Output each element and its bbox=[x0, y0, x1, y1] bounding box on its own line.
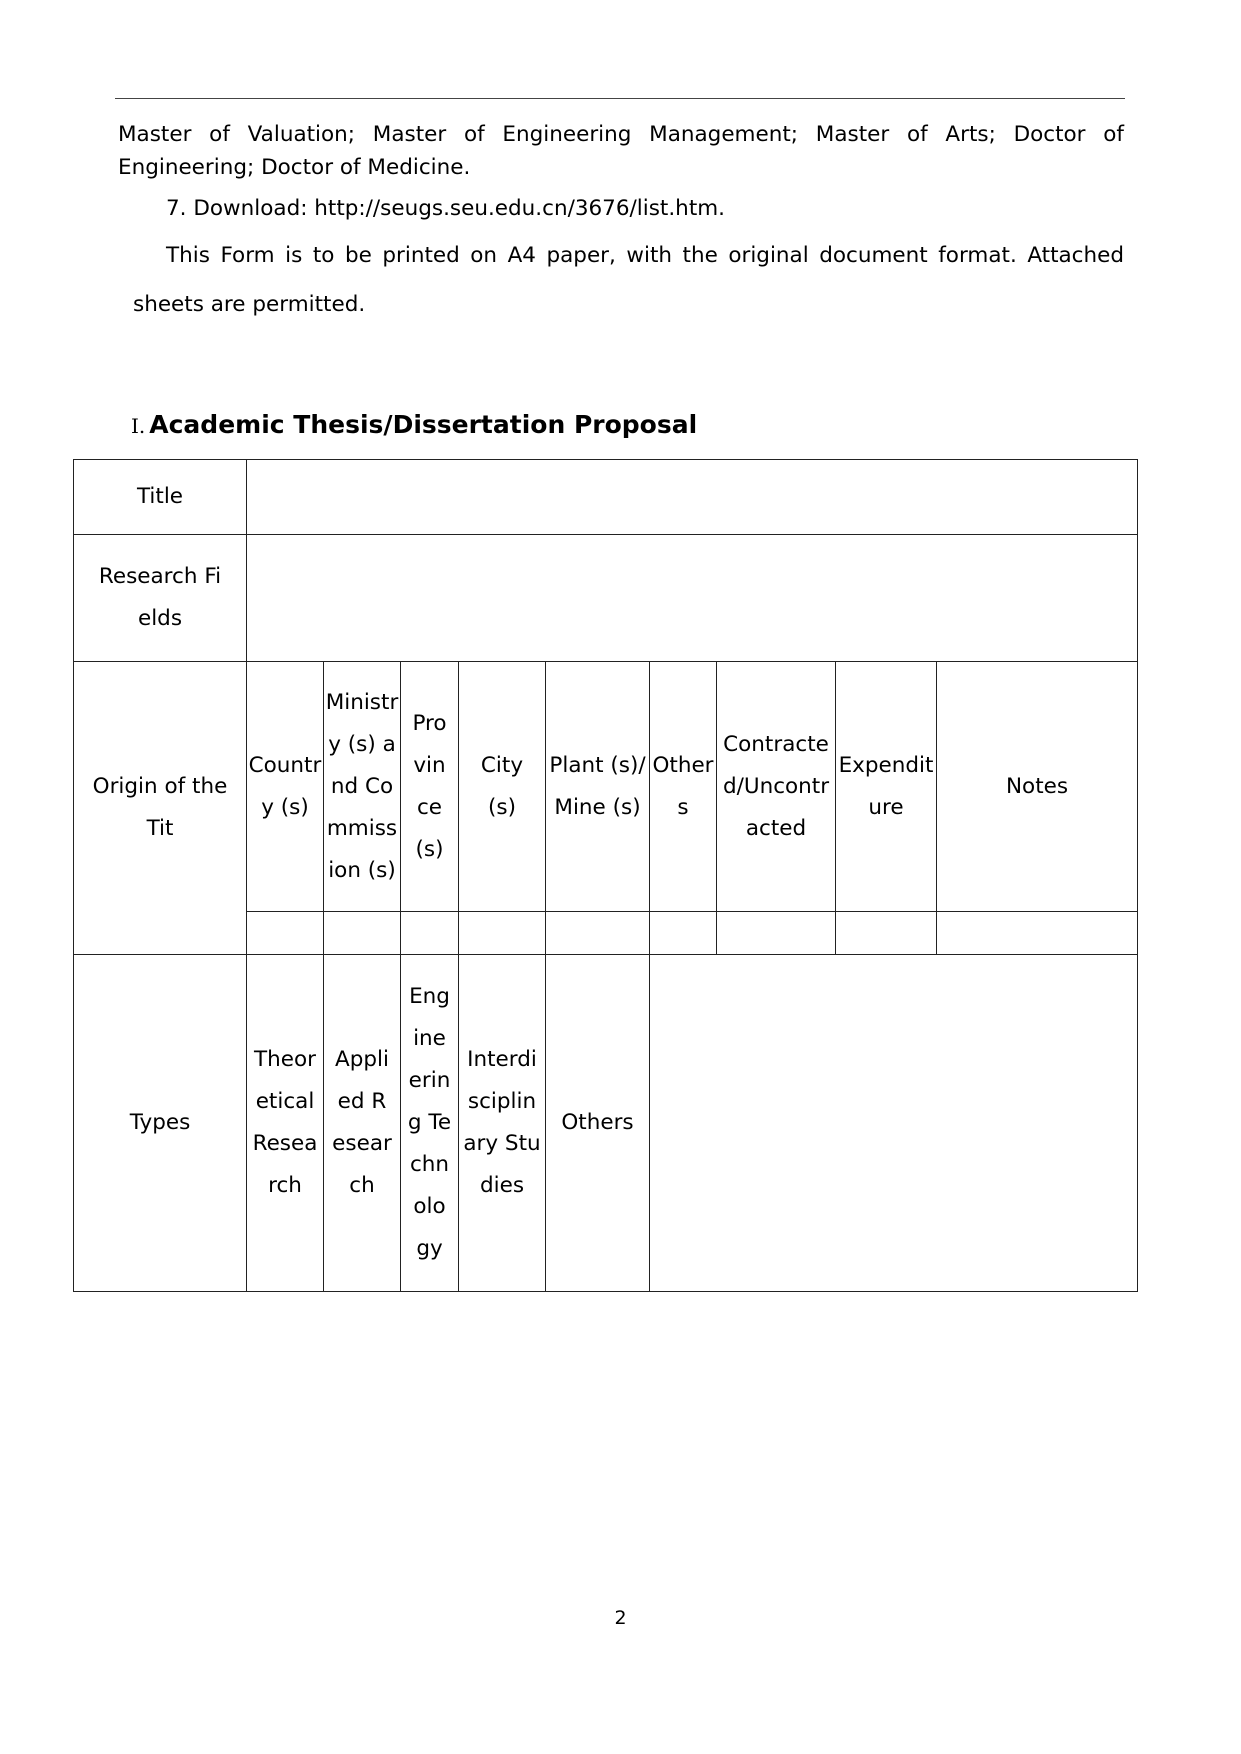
origin-label: Origin of the Tit bbox=[74, 662, 247, 955]
section-heading bbox=[131, 410, 697, 439]
degree-list-text: Master of Valuation; Master of Engineering Management; Master of Arts; Doctor of Engineering; Doctor of Medicine. bbox=[118, 122, 1124, 180]
origin-header-row bbox=[74, 662, 1138, 912]
section-title: Academic Thesis/Dissertation Proposal bbox=[149, 410, 698, 439]
types-row bbox=[74, 955, 1138, 1292]
title-input-cell[interactable] bbox=[247, 460, 1138, 535]
origin-input-city[interactable] bbox=[459, 912, 546, 955]
title-row bbox=[74, 460, 1138, 535]
page-number: 2 bbox=[614, 1607, 627, 1629]
origin-col-province: Province (s) bbox=[401, 662, 459, 912]
origin-input-notes[interactable] bbox=[937, 912, 1138, 955]
form-note-text: This Form is to be printed on A4 paper, with the original document format. Attached bbox=[166, 243, 1124, 268]
origin-input-province[interactable] bbox=[401, 912, 459, 955]
origin-input-ministry[interactable] bbox=[324, 912, 401, 955]
header-rule bbox=[115, 98, 1125, 99]
origin-input-others[interactable] bbox=[650, 912, 717, 955]
type-theoretical-research: Theoretical Research bbox=[247, 955, 324, 1292]
origin-col-expenditure: Expenditure bbox=[836, 662, 937, 912]
origin-col-city: City (s) bbox=[459, 662, 546, 912]
section-number: Ⅰ. bbox=[131, 414, 146, 438]
types-label: Types bbox=[74, 955, 247, 1292]
type-others: Others bbox=[546, 955, 650, 1292]
type-applied-research: Applied Research bbox=[324, 955, 401, 1292]
origin-col-plant-mine: Plant (s)/Mine (s) bbox=[546, 662, 650, 912]
origin-col-others: Others bbox=[650, 662, 717, 912]
origin-input-country[interactable] bbox=[247, 912, 324, 955]
origin-col-notes: Notes bbox=[937, 662, 1138, 912]
origin-col-country: Country (s) bbox=[247, 662, 324, 912]
origin-col-contracted: Contracted/Uncontracted bbox=[717, 662, 836, 912]
title-label: Title bbox=[74, 460, 247, 535]
proposal-table bbox=[73, 459, 1138, 1292]
types-input-cell[interactable] bbox=[650, 955, 1138, 1292]
research-fields-label: Research Fields bbox=[74, 535, 247, 662]
origin-col-ministry: Ministry (s) and Commission (s) bbox=[324, 662, 401, 912]
origin-input-plant-mine[interactable] bbox=[546, 912, 650, 955]
form-note-text-continued: sheets are permitted. bbox=[133, 292, 366, 317]
research-fields-input-cell[interactable] bbox=[247, 535, 1138, 662]
type-interdisciplinary-studies: Interdisciplinary Studies bbox=[459, 955, 546, 1292]
research-fields-row bbox=[74, 535, 1138, 662]
origin-input-contracted[interactable] bbox=[717, 912, 836, 955]
type-engineering-technology: Engineering Technology bbox=[401, 955, 459, 1292]
origin-input-expenditure[interactable] bbox=[836, 912, 937, 955]
download-text: 7. Download: http://seugs.seu.edu.cn/3676/list.htm. bbox=[166, 196, 726, 221]
